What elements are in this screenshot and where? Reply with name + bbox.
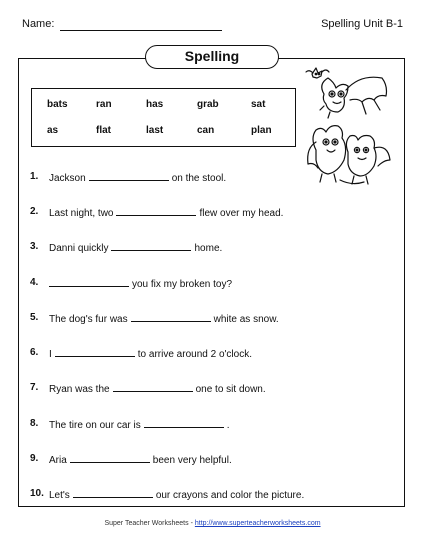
word-bank-item: ran: [96, 99, 112, 110]
question-text-after: our crayons and color the picture.: [155, 490, 305, 501]
question-text: [49, 240, 222, 256]
question-number: 3.: [30, 241, 39, 252]
footer: [0, 520, 425, 527]
question-text-after: been very helpful.: [152, 455, 232, 466]
question-text: [49, 276, 232, 292]
page-title: Spelling: [145, 45, 279, 69]
word-bank-item: grab: [197, 99, 219, 110]
question-text-before: Jackson: [49, 173, 86, 184]
question-text: [49, 381, 266, 397]
question-text-after: you fix my broken toy?: [132, 279, 233, 290]
footer-brand: Super Teacher Worksheets: [104, 520, 189, 527]
word-bank-item: as: [47, 125, 59, 136]
answer-blank[interactable]: [70, 452, 150, 463]
question-row: [30, 346, 403, 360]
worksheet-header: [22, 18, 403, 36]
unit-label: Spelling Unit B-1: [321, 18, 403, 30]
question-text-after: home.: [194, 243, 223, 254]
word-bank-item: flat: [96, 125, 111, 136]
word-bank-item: can: [197, 125, 215, 136]
question-number: 2.: [30, 206, 39, 217]
question-row: [30, 170, 403, 184]
question-text-after: .: [226, 420, 230, 431]
question-text-before: I: [49, 349, 52, 360]
answer-blank[interactable]: [111, 240, 191, 251]
question-text-after: one to sit down.: [195, 384, 266, 395]
question-text-before: Ryan was the: [49, 384, 110, 395]
question-row: [30, 452, 403, 466]
name-write-line[interactable]: [60, 30, 222, 31]
word-bank-item: plan: [251, 125, 272, 136]
question-text: [49, 170, 226, 186]
question-row: [30, 381, 403, 395]
answer-blank[interactable]: [113, 381, 193, 392]
word-bank-item: has: [146, 99, 164, 110]
question-number: 1.: [30, 171, 39, 182]
question-text-before: Let's: [49, 490, 70, 501]
question-text: [49, 205, 283, 221]
flying-bat-icon: [320, 77, 387, 118]
word-bank-item: sat: [251, 99, 266, 110]
question-text-after: white as snow.: [213, 314, 279, 325]
question-row: [30, 311, 403, 325]
question-number: 7.: [30, 382, 39, 393]
question-number: 9.: [30, 453, 39, 464]
question-text: [49, 487, 304, 503]
question-text: [49, 417, 230, 433]
question-number: 4.: [30, 277, 39, 288]
footer-link[interactable]: http://www.superteacherworksheets.com: [194, 520, 321, 527]
question-row: [30, 417, 403, 431]
question-text-before: The tire on our car is: [49, 420, 141, 431]
question-row: [30, 487, 403, 501]
question-row: [30, 205, 403, 219]
small-bat-icon: [306, 68, 329, 78]
question-row: [30, 276, 403, 290]
question-text-before: Aria: [49, 455, 67, 466]
name-label: Name:: [22, 18, 55, 30]
question-text-before: Danni quickly: [49, 243, 109, 254]
answer-blank[interactable]: [73, 487, 153, 498]
question-text-before: The dog's fur was: [49, 314, 128, 325]
question-text: [49, 452, 232, 468]
answer-blank[interactable]: [89, 170, 169, 181]
answer-blank[interactable]: [144, 417, 224, 428]
answer-blank[interactable]: [49, 276, 129, 287]
question-text-after: flew over my head.: [199, 208, 284, 219]
word-bank: [31, 88, 296, 147]
answer-blank[interactable]: [131, 311, 211, 322]
answer-blank[interactable]: [55, 346, 135, 357]
question-row: [30, 240, 403, 254]
question-text-after: to arrive around 2 o'clock.: [137, 349, 252, 360]
footer-separator: -: [188, 520, 195, 527]
word-bank-item: bats: [47, 99, 68, 110]
question-number: 6.: [30, 347, 39, 358]
question-text: [49, 346, 252, 362]
question-text: [49, 311, 279, 327]
answer-blank[interactable]: [116, 205, 196, 216]
question-text-before: Last night, two: [49, 208, 114, 219]
question-number: 5.: [30, 312, 39, 323]
question-text-after: on the stool.: [171, 173, 227, 184]
question-number: 8.: [30, 418, 39, 429]
question-number: 10.: [30, 488, 44, 499]
word-bank-item: last: [146, 125, 164, 136]
